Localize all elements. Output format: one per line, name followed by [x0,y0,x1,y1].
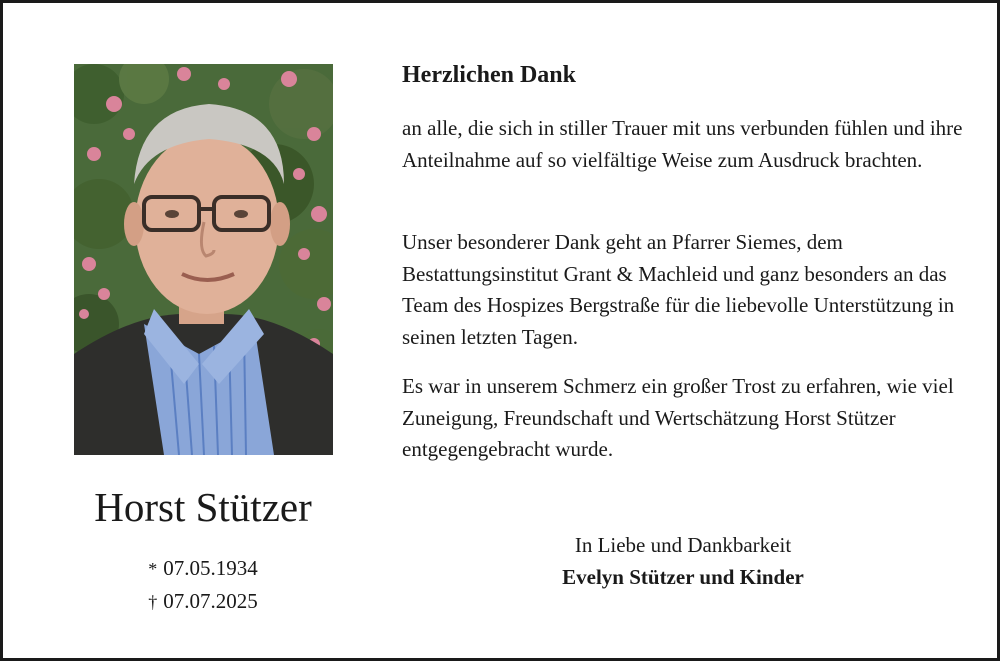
death-date-line [63,585,343,618]
message-paragraph-2: Unser besonderer Dank geht an Pfarrer Siemes, dem Bestattungsinstitut Grant & Machleid und ganz besonders an das Team des Hospizes Bergstraße für die liebevolle Unterstützung in seinen letzten Tagen. [402,230,955,349]
message-paragraph-3: Es war in unserem Schmerz ein großer Trost zu erfahren, wie viel Zuneigung, Freundschaft und Wertschätzung Horst Stützer entgegengebracht wurde. [402,374,954,461]
birth-date: 07.05.1934 [163,556,258,580]
death-date: 07.07.2025 [163,589,258,613]
signers: Evelyn Stützer und Kinder [562,565,804,589]
portrait-illustration [74,64,333,455]
closing-block [483,529,883,593]
portrait-photo [74,64,333,455]
message-paragraph-1: an alle, die sich in stiller Trauer mit uns verbunden fühlen und ihre Anteilnahme auf so vielfältige Weise zum Ausdruck brachten. [402,116,963,172]
life-dates [63,552,343,618]
message-heading: Herzlichen Dank [402,62,576,88]
death-symbol: † [148,592,158,612]
birth-date-line [63,552,343,585]
birth-symbol: * [148,559,158,579]
deceased-name: Horst Stützer [94,484,312,530]
closing-line: In Liebe und Dankbarkeit [574,533,792,557]
